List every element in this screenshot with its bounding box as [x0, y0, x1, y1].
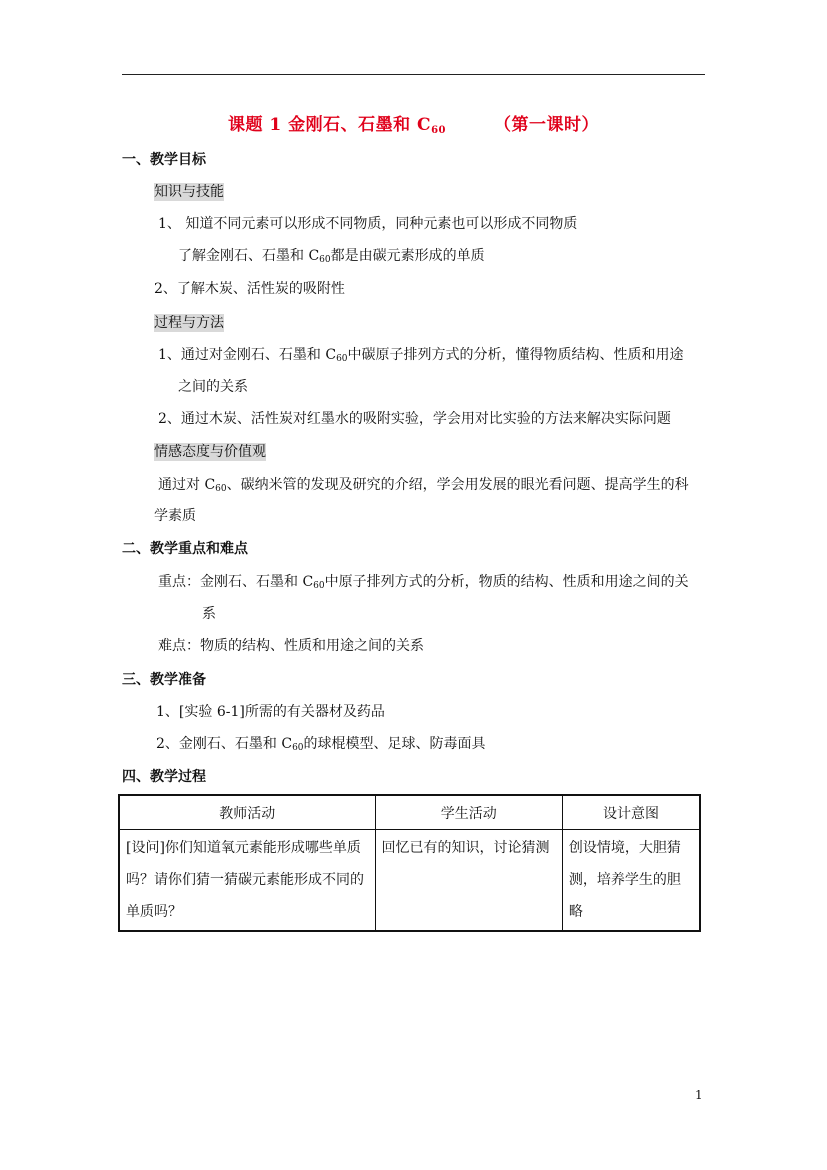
- knowledge-item-1b: 了解金刚石、石墨和 $C_{60}$都是由碳元素形成的单质: [178, 248, 485, 265]
- process-item-2: 2、通过木炭、活性炭对红墨水的吸附实验，学会用对比实验的方法来解决实际问题: [158, 411, 671, 427]
- subsection-knowledge: 知识与技能: [154, 184, 224, 200]
- knowledge-item-2: 2、了解木炭、活性炭的吸附性: [154, 281, 345, 297]
- page-title: 课题 1 金刚石、石墨和 $C_{60}$ （第一课时）: [227, 115, 600, 136]
- key-point-cont: 系: [202, 606, 216, 622]
- cell-design-intent: 创设情境，大胆猜测，培养学生的胆略: [562, 830, 700, 932]
- header-teacher-activity: 教师活动: [119, 795, 375, 830]
- process-item-1-cont: 之间的关系: [178, 379, 248, 395]
- emotion-text-cont: 学素质: [154, 508, 196, 524]
- table-header-row: [119, 795, 700, 830]
- table-row: [119, 830, 700, 932]
- prep-item-2: 2、金刚石、石墨和 $C_{60}$的球棍模型、足球、防毒面具: [156, 736, 486, 753]
- emotion-text: 通过对 $C_{60}$、碳纳米管的发现及研究的介绍，学会用发展的眼光看问题、提高学生的科: [158, 477, 689, 494]
- page-number: 1: [695, 1088, 703, 1102]
- header-rule: [122, 74, 705, 75]
- subsection-emotion: 情感态度与价值观: [154, 444, 266, 460]
- difficulty-point: 难点：物质的结构、性质和用途之间的关系: [158, 638, 424, 654]
- knowledge-item-1: 1、 知道不同元素可以形成不同物质，同种元素也可以形成不同物质: [158, 216, 578, 232]
- header-design-intent: 设计意图: [562, 795, 700, 830]
- cell-teacher-activity: [设问]你们知道氧元素能形成哪些单质吗？请你们猜一猜碳元素能形成不同的单质吗？: [119, 830, 375, 932]
- prep-item-1: 1、[实验 6-1]所需的有关器材及药品: [156, 704, 385, 720]
- process-item-1: 1、通过对金刚石、石墨和 $C_{60}$中碳原子排列方式的分析，懂得物质结构、性质和用途: [158, 347, 684, 364]
- subsection-process: 过程与方法: [154, 315, 224, 331]
- cell-student-activity: 回忆已有的知识，讨论猜测: [375, 830, 562, 932]
- teaching-process-table: [118, 794, 701, 932]
- header-student-activity: 学生活动: [375, 795, 562, 830]
- section-heading-prep: 三、教学准备: [122, 672, 206, 688]
- section-heading-process: 四、教学过程: [122, 769, 206, 785]
- key-point: 重点：金刚石、石墨和 $C_{60}$中原子排列方式的分析，物质的结构、性质和用途之间的关: [158, 574, 689, 591]
- section-heading-keypoints: 二、教学重点和难点: [122, 541, 248, 557]
- section-heading-goals: 一、教学目标: [122, 152, 206, 168]
